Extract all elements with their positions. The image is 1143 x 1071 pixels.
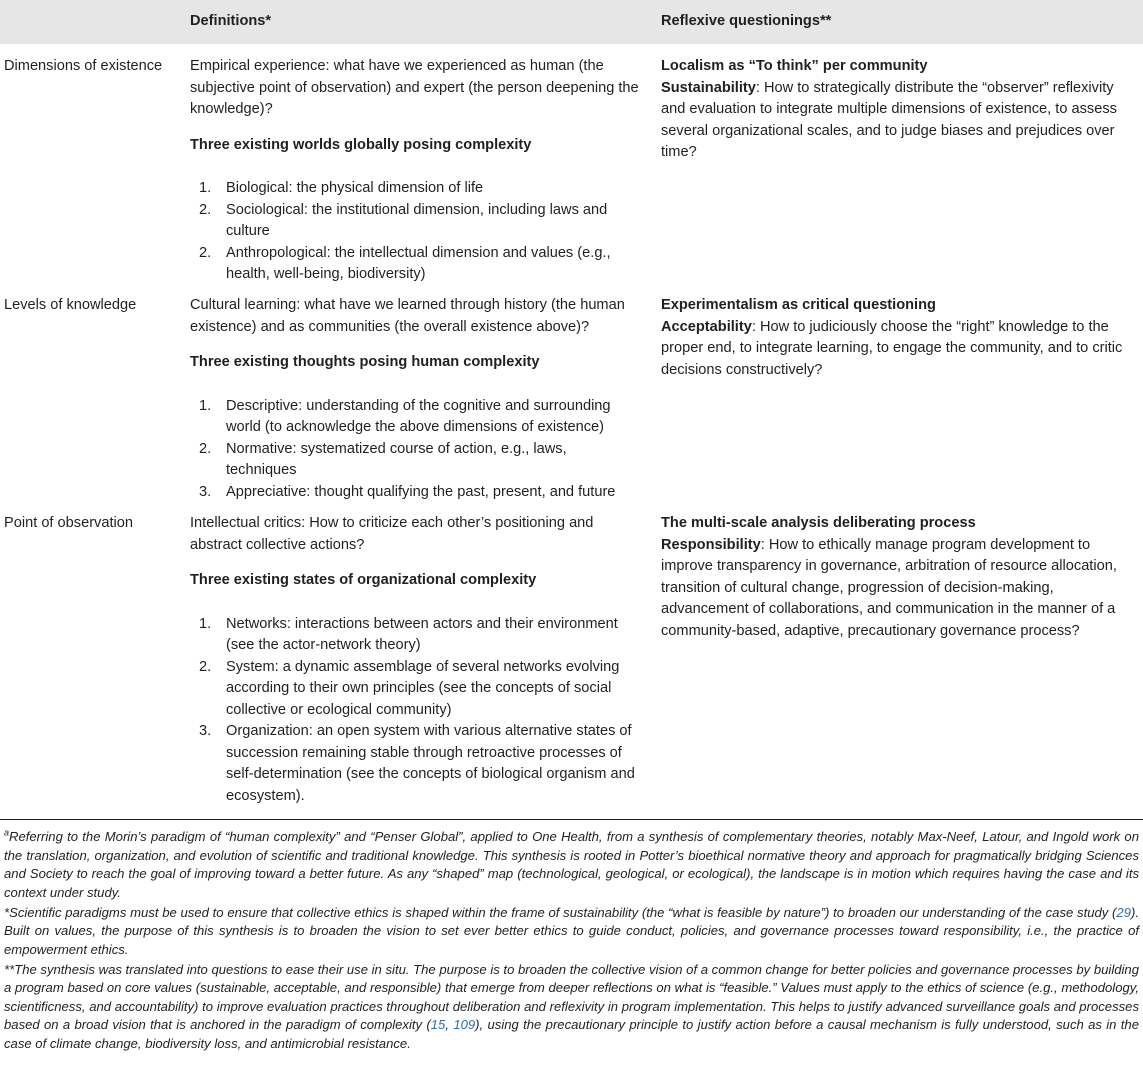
definition-subheading: Three existing worlds globally posing complexity bbox=[190, 136, 532, 153]
reflexive-title: Experimentalism as critical questioning bbox=[661, 297, 936, 313]
list-item bbox=[190, 482, 640, 504]
footnote-text: ). Built on values, the purpose of this synthesis is to broaden the vision to set ever better ethics to guide conduct, policies, and governance processes toward responsibility, i.e., the practice of empowerment ethics. bbox=[4, 904, 1139, 957]
reflexive-question bbox=[661, 78, 1139, 164]
list-item bbox=[190, 657, 640, 722]
reflexive-title: The multi-scale analysis deliberating process bbox=[661, 515, 976, 531]
reflexive-title: Localism as “To think” per community bbox=[661, 58, 928, 74]
list-item bbox=[190, 243, 640, 286]
list-item bbox=[190, 721, 640, 807]
list-number: 1. bbox=[199, 397, 212, 414]
reflexive-question bbox=[661, 535, 1139, 643]
table-footnotes bbox=[4, 828, 1139, 1055]
footnote-text: **The synthesis was translated into questions to ease their use in situ. The purpose is to broaden the collective vision of a common change for better policies and governance processes by building a program based on core values (sustainable, acceptable, and responsible) that emerge from deeper reflections on what is “feasible.” Values must apply to the ethics of science (e.g., methodology, scientificness, and accountability) to improve evaluation practices throughout deliberation and reflexivity in program implementation. This helps to justify advanced surveillance goals and processes based on a broad vision that is anchored in the paradigm of complexity ( bbox=[4, 961, 1139, 1032]
definition-subheading: Three existing thoughts posing human complexity bbox=[190, 354, 540, 370]
list-text: Biological: the physical dimension of life bbox=[226, 180, 484, 196]
definition-list bbox=[190, 178, 640, 286]
list-item bbox=[190, 200, 640, 243]
list-text: Anthropological: the intellectual dimension and values (e.g., health, well-being, biodiversity) bbox=[226, 244, 611, 282]
footnote-a bbox=[4, 828, 1139, 902]
footnote-separator: , bbox=[445, 1017, 454, 1032]
list-number: 1. bbox=[199, 615, 212, 632]
reflexive-value: Sustainability bbox=[661, 79, 756, 96]
footnote-marker: a bbox=[4, 827, 10, 838]
list-text: Appreciative: thought qualifying the past, present, and future bbox=[226, 483, 616, 500]
reference-link[interactable]: 15 bbox=[430, 1017, 446, 1032]
definition-intro: Cultural learning: what have we learned through history (the human existence) and as communities (the overall existence above)? bbox=[190, 297, 625, 335]
list-number: 2. bbox=[199, 244, 212, 261]
list-number: 2. bbox=[199, 658, 212, 675]
footnote-star bbox=[4, 904, 1139, 960]
list-text: Sociological: the institutional dimension, including laws and culture bbox=[226, 201, 608, 239]
reflexive-value: Responsibility bbox=[661, 536, 761, 553]
row-label: Levels of knowledge bbox=[4, 297, 137, 313]
column-header-reflexive: Reflexive questionings** bbox=[661, 13, 832, 29]
list-number: 1. bbox=[199, 180, 212, 196]
table-bottom-rule bbox=[0, 819, 1143, 820]
reference-link[interactable]: 29 bbox=[1116, 904, 1131, 920]
list-text: Organization: an open system with various alternative states of succession remaining stable through retroactive processes of self-determination (see the concepts of biological organism and ecosystem). bbox=[226, 723, 635, 804]
list-item bbox=[190, 614, 640, 657]
footnote-text: ), using the precautionary principle to justify action before a causal mechanism is fully understood, such as in the case of climate change, biodiversity loss, and antimicrobial resistance. bbox=[4, 1017, 1139, 1051]
list-text: Normative: systematized course of action, e.g., laws, techniques bbox=[226, 440, 567, 478]
definition-intro: Intellectual critics: How to criticize each other’s positioning and abstract collective actions? bbox=[190, 515, 594, 553]
list-text: Networks: interactions between actors and their environment (see the actor-network theory) bbox=[226, 615, 618, 653]
list-number: 2. bbox=[199, 440, 212, 457]
definition-subheading: Three existing states of organizational complexity bbox=[190, 572, 537, 588]
row-label: Dimensions of existence bbox=[4, 58, 163, 74]
footnote-text: *Scientific paradigms must be used to ensure that collective ethics is shaped within the frame of sustainability (the “what is feasible by nature”) to broaden our understanding of the case study ( bbox=[4, 904, 1117, 920]
definition-intro: Empirical experience: what have we experienced as human (the subjective point of observation) and expert (the person deepening the knowledge)? bbox=[190, 58, 639, 117]
reflexive-text: : How to ethically manage program development to improve transparency in governance, arbitration of resource allocation, transition of cultural change, progression of decision-making, advancement of collaborations, and communication in the manner of a community-based, adaptive, precautionary governance process? bbox=[661, 536, 1117, 639]
list-item bbox=[190, 439, 640, 482]
definition-cell bbox=[190, 295, 640, 503]
list-number: 2. bbox=[199, 201, 212, 218]
table-header bbox=[0, 0, 1143, 44]
reflexive-value: Acceptability bbox=[661, 318, 752, 335]
list-text: System: a dynamic assemblage of several networks evolving according to their own principles (see the concepts of social collective or ecological community) bbox=[226, 658, 620, 718]
footnote-double-star bbox=[4, 961, 1139, 1054]
reflexive-text: : How to strategically distribute the “observer” reflexivity and evaluation to integrate multiple dimensions of existence, to assess several organizational scales, and to judge biases and prejudices over time? bbox=[661, 79, 1117, 160]
list-number: 3. bbox=[199, 723, 212, 739]
row-label: Point of observation bbox=[4, 515, 133, 531]
definition-cell bbox=[190, 56, 640, 286]
column-header-definitions: Definitions* bbox=[190, 13, 272, 29]
list-number: 3. bbox=[199, 483, 212, 500]
list-item bbox=[190, 178, 640, 200]
reference-link[interactable]: 109 bbox=[453, 1017, 476, 1032]
reflexive-cell bbox=[661, 295, 1139, 381]
definition-list bbox=[190, 614, 640, 808]
reflexive-cell bbox=[661, 56, 1139, 164]
list-item bbox=[190, 396, 640, 439]
footnote-text: Referring to the Morin’s paradigm of “human complexity” and “Penser Global”, applied to One Health, from a synthesis of complementary theories, notably Max-Neef, Latour, and Ingold work on the translation, organization, and evolution of scientific and traditional knowledge. This synthesis is rooted in Potter’s bioethical normative theory and approach for pragmatically bridging Sciences and Society to reach the goal of improving toward a better future. As any “shaped” map (technological, geological, or ecological), the landscape is in motion which requires having the case and its context under study. bbox=[4, 829, 1139, 900]
definition-list bbox=[190, 396, 640, 504]
reflexive-cell bbox=[661, 513, 1139, 642]
reflexive-question bbox=[661, 317, 1139, 382]
list-text: Descriptive: understanding of the cognitive and surrounding world (to acknowledge the above dimensions of existence) bbox=[226, 397, 611, 435]
definition-cell bbox=[190, 513, 640, 807]
reflexive-text: : How to judiciously choose the “right” knowledge to the proper end, to integrate learning, to engage the community, and to critic decisions constructively? bbox=[661, 318, 1123, 378]
